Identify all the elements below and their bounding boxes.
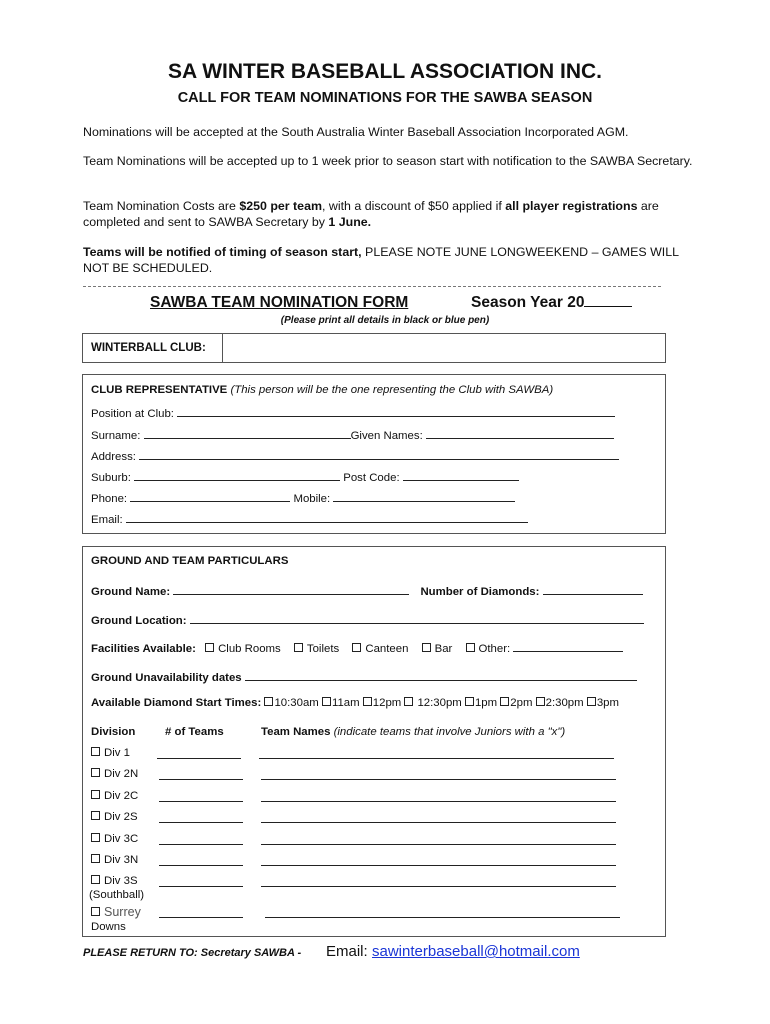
start-time-11[interactable]: 11am [322,697,360,709]
team-names-field[interactable] [261,790,616,802]
facility-other[interactable] [466,643,511,655]
start-times-row [91,697,619,709]
teams-count-field[interactable] [159,875,243,887]
division-row-div3s[interactable] [91,875,138,887]
division-label: Div 3S [104,875,138,887]
teams-count-field[interactable] [159,811,243,823]
division-div3s-sub: (Southball) [89,889,145,901]
intro-paragraph-2: Team Nominations will be accepted up to 1 week prior to season start with notification to the SAWBA Secretary. [83,154,693,168]
division-row-surrey[interactable] [91,905,141,919]
teams-count-field[interactable] [159,790,243,802]
deadline-date: 1 June. [328,215,372,229]
email-link[interactable]: sawinterbaseball@hotmail.com [372,943,580,960]
ground-location-label: Ground Location: [91,615,187,627]
division-row-div2s[interactable] [91,811,138,823]
checkbox-icon [404,697,413,706]
col-team-names [261,726,565,738]
checkbox-icon [91,768,100,777]
team-names-field[interactable] [259,747,614,759]
facility-label: Toilets [306,643,340,655]
facility-canteen[interactable] [352,643,408,655]
email-label: Email: [326,943,368,960]
return-to-label: PLEASE RETURN TO: Secretary SAWBA - [83,947,302,959]
team-names-field[interactable] [261,854,616,866]
suburb-label: Suburb: [91,472,131,484]
checkbox-icon [91,833,100,842]
position-label: Position at Club: [91,408,174,420]
address-field[interactable] [139,448,619,460]
checkbox-icon [363,697,372,706]
club-representative-box [82,374,666,534]
col-team-names-label: Team Names [261,726,331,738]
unavailability-label: Ground Unavailability dates [91,672,242,684]
form-instruction: (Please print all details in black or blue pen) [280,315,490,326]
suburb-field[interactable] [134,469,340,481]
surname-field[interactable] [144,427,351,439]
ground-team-box [82,546,666,937]
email-field[interactable] [126,511,528,523]
cost-text: Team Nomination Costs are [83,199,240,213]
facility-bar[interactable] [422,643,453,655]
division-row-div3c[interactable] [91,833,138,845]
teams-count-field[interactable] [159,854,243,866]
facilities-label: Facilities Available: [91,643,196,655]
rep-heading-note: (This person will be the one representing the Club with SAWBA) [227,384,554,396]
page-title: SA WINTER BASEBALL ASSOCIATION INC. [167,60,602,83]
division-label: Div 1 [104,747,130,759]
checkbox-icon [422,643,431,652]
ground-name-label: Ground Name: [91,586,171,598]
given-names-field[interactable] [426,427,614,439]
start-time-1030[interactable]: 10:30am [264,697,318,709]
facility-other-field[interactable] [513,640,623,652]
start-time-230[interactable]: 2:30pm [536,697,584,709]
unavailability-row [91,669,637,684]
team-names-field[interactable] [261,768,616,780]
address-label: Address: [91,451,136,463]
cost-amount: $250 per team [239,199,322,213]
discount-condition: all player registrations [505,199,638,213]
facility-label: Other: [478,643,511,655]
checkbox-icon [91,907,100,916]
checkbox-icon [294,643,303,652]
checkbox-icon [500,697,509,706]
address-row [91,448,619,463]
division-label: Div 2C [104,790,139,802]
ground-name-row [91,583,643,598]
start-time-3[interactable]: 3pm [587,697,619,709]
facility-toilets[interactable] [294,643,339,655]
checkbox-icon [536,697,545,706]
ground-location-row [91,612,644,627]
checkbox-icon [91,811,100,820]
ground-name-field[interactable] [173,583,409,595]
checkbox-icon [465,697,474,706]
name-row [91,427,614,442]
season-notice: Teams will be notified of timing of season start, [83,245,362,259]
position-field[interactable] [177,405,615,417]
division-label: Div 2N [104,768,139,780]
start-time-1230[interactable]: 12:30pm [404,697,461,709]
facility-label: Bar [434,643,453,655]
form-title: SAWBA TEAM NOMINATION FORM [150,294,409,311]
given-names-label: Given Names: [350,430,423,442]
club-label: WINTERBALL CLUB: [83,334,223,362]
surname-label: Surname: [91,430,141,442]
checkbox-icon [322,697,331,706]
start-time-12[interactable]: 12pm [363,697,402,709]
phone-label: Phone: [91,493,128,505]
facility-label: Club Rooms [218,643,281,655]
phone-field[interactable] [130,490,290,502]
team-names-field[interactable] [265,906,620,918]
discount-text: , with a discount of $50 applied if [322,199,506,213]
season-year-label: Season Year 20 [471,294,585,311]
rep-heading-label: CLUB REPRESENTATIVE [91,384,228,396]
division-surrey-sub: Downs [91,921,126,933]
division-label: Div 2S [104,811,138,823]
rep-heading [91,384,553,396]
team-names-field[interactable] [261,875,616,887]
page-subtitle: CALL FOR TEAM NOMINATIONS FOR THE SAWBA SEASON [177,90,593,106]
diamonds-field[interactable] [543,583,643,595]
unavailability-field[interactable] [245,669,637,681]
division-label: Surrey [104,905,141,919]
checkbox-icon [91,790,100,799]
dashed-divider [83,286,661,287]
season-year-field[interactable] [584,294,632,307]
club-field[interactable] [224,334,665,362]
intro-paragraph-3 [83,198,693,230]
division-label: Div 3N [104,854,139,866]
col-team-names-note: (indicate teams that involve Juniors with a "x") [330,726,566,738]
suburb-row [91,469,519,484]
checkbox-icon [91,875,100,884]
division-row-div1[interactable] [91,747,130,759]
team-names-field[interactable] [261,833,616,845]
checkbox-icon [91,854,100,863]
checkbox-icon [264,697,273,706]
start-times-label: Available Diamond Start Times: [91,697,262,709]
checkbox-icon [466,643,475,652]
division-label: Div 3C [104,833,139,845]
phone-row [91,490,515,505]
teams-count-field[interactable] [157,747,241,759]
diamonds-label: Number of Diamonds: [420,586,540,598]
position-row [91,405,615,420]
email-row [91,511,528,526]
teams-count-field[interactable] [159,833,243,845]
col-division: Division [91,726,136,738]
start-time-2[interactable]: 2pm [500,697,532,709]
division-row-div2c[interactable] [91,790,138,802]
facility-club-rooms[interactable] [205,643,281,655]
deadline-text: are completed and sent to SAWBA Secretary by [83,199,659,229]
teams-count-field[interactable] [159,906,243,918]
ground-heading: GROUND AND TEAM PARTICULARS [91,555,289,567]
facilities-row [91,640,623,655]
season-year [471,294,632,312]
division-row-div2n[interactable] [91,768,138,780]
checkbox-icon [352,643,361,652]
intro-paragraph-4 [83,244,693,276]
start-time-1[interactable]: 1pm [465,697,497,709]
facility-label: Canteen [365,643,409,655]
mobile-label: Mobile: [293,493,331,505]
team-names-field[interactable] [261,811,616,823]
checkbox-icon [205,643,214,652]
mobile-field[interactable] [333,490,515,502]
checkbox-icon [587,697,596,706]
ground-location-field[interactable] [190,612,644,624]
checkbox-icon [91,747,100,756]
teams-count-field[interactable] [159,768,243,780]
long-weekend-notice: PLEASE NOTE JUNE LONGWEEKEND – GAMES WILL NOT BE SCHEDULED. [83,245,679,275]
post-code-label: Post Code: [343,472,400,484]
email-label: Email: [91,514,123,526]
division-row-div3n[interactable] [91,854,138,866]
col-teams: # of Teams [165,726,224,738]
club-box [82,333,666,363]
post-code-field[interactable] [403,469,519,481]
intro-paragraph-1: Nominations will be accepted at the South Australia Winter Baseball Association Incorporated AGM. [83,125,629,139]
